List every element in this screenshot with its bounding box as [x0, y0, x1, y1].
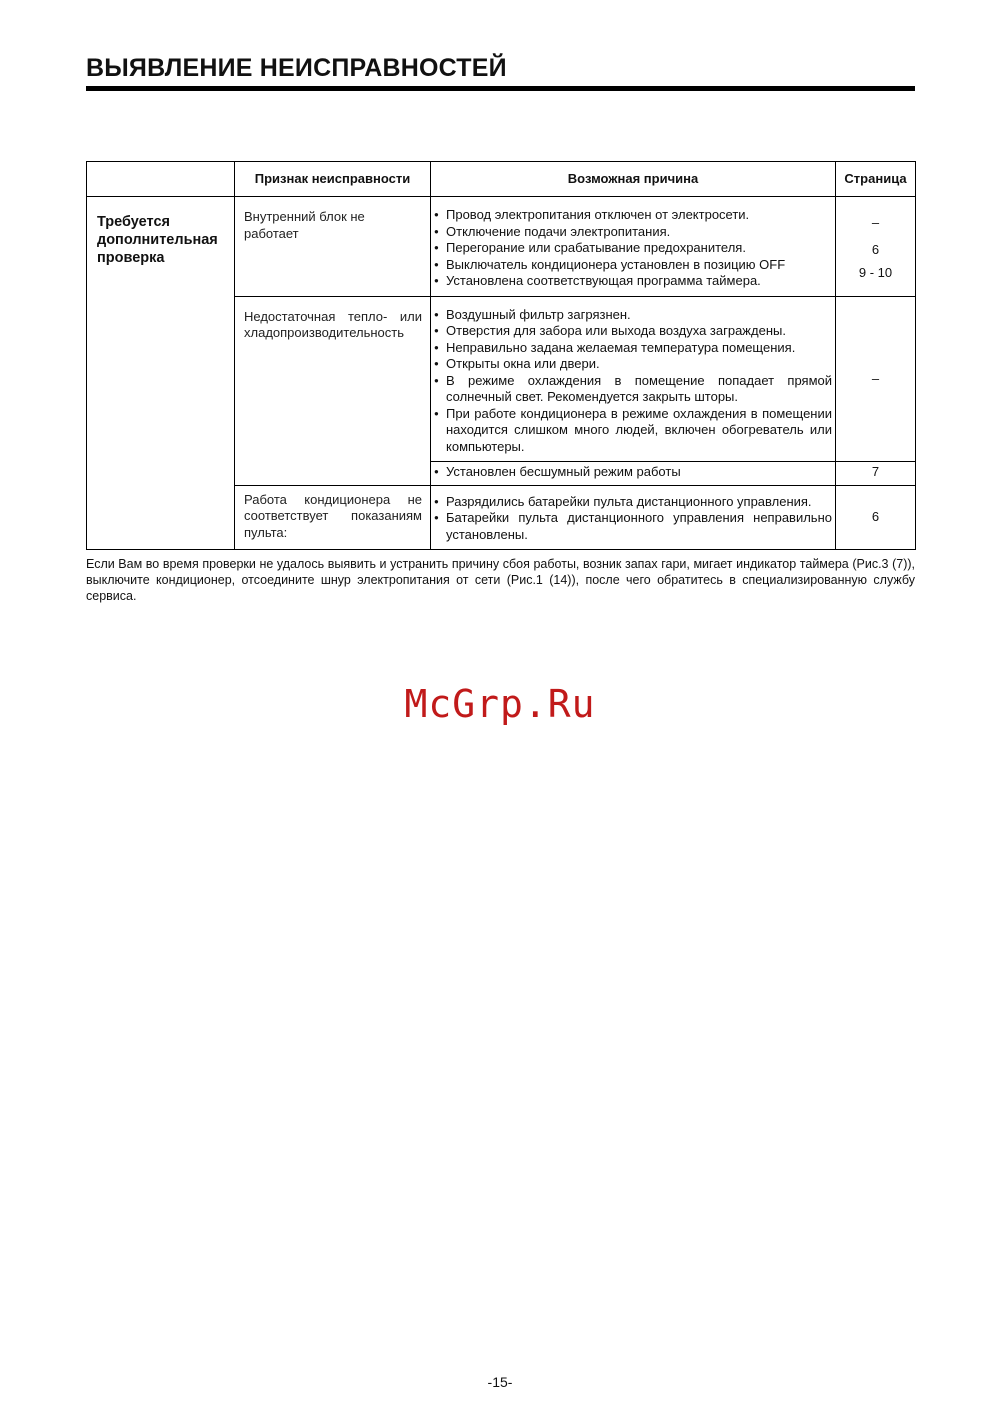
header-empty [87, 162, 235, 197]
page-title: ВЫЯВЛЕНИЕ НЕИСПРАВНОСТЕЙ [86, 54, 507, 82]
causes-cell [431, 485, 836, 550]
table-header-row [87, 162, 916, 197]
causes-cell [431, 296, 836, 462]
page-ref: 9 - 10 [858, 265, 893, 280]
cause-item: ● Воздушный фильтр загрязнен. [434, 307, 832, 324]
header-symptom: Признак неисправности [235, 162, 431, 197]
page-cell: 7 [836, 462, 916, 486]
title-underline [86, 86, 915, 91]
page-cell: 6 [836, 485, 916, 550]
watermark: McGrp.Ru [404, 682, 596, 726]
page-cell: – [836, 296, 916, 462]
symptom-cell: Недостаточная тепло- или хладопроизводительность [235, 296, 431, 485]
page-ref: – [871, 215, 880, 230]
note-paragraph: Если Вам во время проверки не удалось выявить и устранить причину сбоя работы, возник запах гари, мигает индикатор таймера (Рис.3 (7)), выключите кондиционер, отсоедините шнур электропитания от сети (Рис.1 (14)), после чего обратитесь в специализированную службу сервиса. [86, 557, 915, 603]
category-cell: Требуется дополнительная проверка [87, 197, 235, 550]
cause-item: ● Отключение подачи электропитания. [434, 224, 832, 241]
symptom-cell: Работа кондиционера не соответствует показаниям пульта: [235, 485, 431, 550]
cause-item: ● Разрядились батарейки пульта дистанционного управления. [434, 494, 832, 511]
cause-item: ● Отверстия для забора или выхода воздуха заграждены. [434, 323, 832, 340]
cause-item: ● При работе кондиционера в режиме охлаждения в помещении находится слишком много людей, включен обогреватель или компьютеры. [434, 406, 832, 456]
cause-item: ● Перегорание или срабатывание предохранителя. [434, 240, 832, 257]
cause-item: ● В режиме охлаждения в помещение попадает прямой солнечный свет. Рекомендуется закрыть шторы. [434, 373, 832, 406]
cause-item: ● Батарейки пульта дистанционного управления неправильно установлены. [434, 510, 832, 543]
causes-cell [431, 462, 836, 486]
cause-item: ● Неправильно задана желаемая температура помещения. [434, 340, 832, 357]
cause-item: ● Выключатель кондиционера установлен в позицию OFF [434, 257, 832, 274]
header-cause: Возможная причина [431, 162, 836, 197]
cause-item: ● Открыты окна или двери. [434, 356, 832, 373]
page-number: -15- [487, 1374, 513, 1390]
page-cell [836, 197, 916, 297]
table-row [87, 197, 916, 297]
cause-item: ● Установлен бесшумный режим работы [434, 464, 832, 481]
cause-item: ● Установлена соответствующая программа таймера. [434, 273, 832, 290]
causes-cell [431, 197, 836, 297]
symptom-cell: Внутренний блок не работает [235, 197, 431, 297]
page-ref: 6 [871, 242, 880, 257]
cause-item: ● Провод электропитания отключен от электросети. [434, 207, 832, 224]
header-page: Страница [836, 162, 916, 197]
troubleshooting-table [86, 161, 916, 550]
